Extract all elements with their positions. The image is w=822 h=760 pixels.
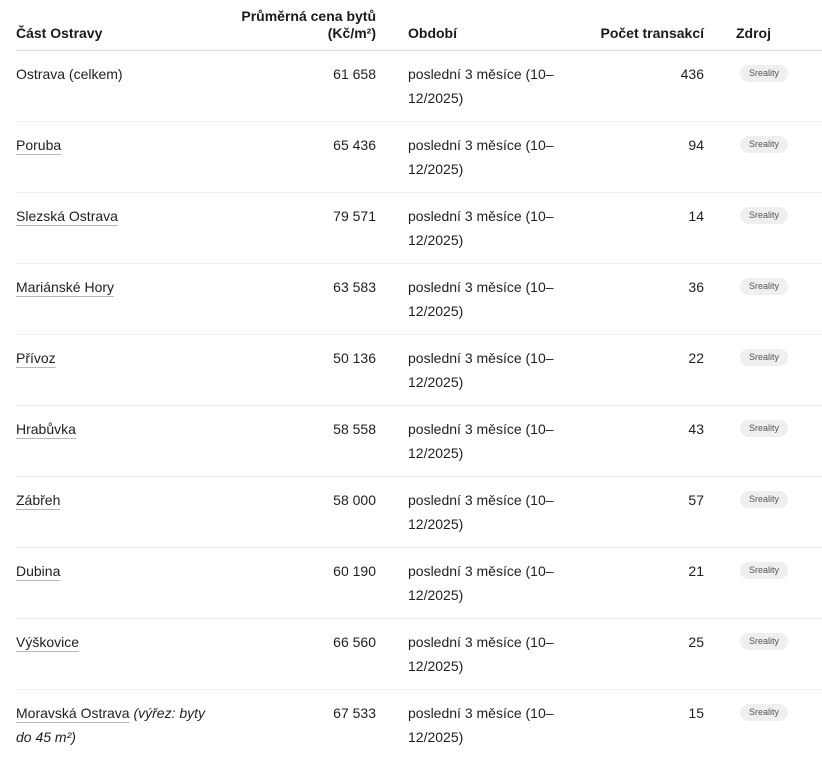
source-cell xyxy=(704,406,822,477)
ostrava-prices-table xyxy=(16,0,822,760)
count-cell: 14 xyxy=(568,193,704,264)
price-cell: 58 558 xyxy=(208,406,376,477)
period-cell: poslední 3 měsíce (10–12/2025) xyxy=(376,548,568,619)
header-district: Část Ostravy xyxy=(16,0,208,51)
source-cell xyxy=(704,548,822,619)
district-cell xyxy=(16,690,208,760)
source-cell xyxy=(704,477,822,548)
source-badge: Sreality xyxy=(740,207,788,224)
table-row xyxy=(16,51,822,122)
count-cell: 57 xyxy=(568,477,704,548)
period-cell: poslední 3 měsíce (10–12/2025) xyxy=(376,51,568,122)
count-cell: 436 xyxy=(568,51,704,122)
price-cell: 67 533 xyxy=(208,690,376,760)
source-badge: Sreality xyxy=(740,420,788,437)
price-cell: 58 000 xyxy=(208,477,376,548)
district-link[interactable]: Poruba xyxy=(16,137,61,153)
source-badge: Sreality xyxy=(740,704,788,721)
count-cell: 15 xyxy=(568,690,704,760)
price-cell: 66 560 xyxy=(208,619,376,690)
period-cell: poslední 3 měsíce (10–12/2025) xyxy=(376,406,568,477)
table-body xyxy=(16,51,822,760)
period-cell: poslední 3 měsíce (10–12/2025) xyxy=(376,690,568,760)
source-badge: Sreality xyxy=(740,349,788,366)
source-badge: Sreality xyxy=(740,278,788,295)
table-row xyxy=(16,548,822,619)
source-badge: Sreality xyxy=(740,491,788,508)
price-cell: 79 571 xyxy=(208,193,376,264)
table-row xyxy=(16,619,822,690)
period-cell: poslední 3 měsíce (10–12/2025) xyxy=(376,335,568,406)
count-cell: 36 xyxy=(568,264,704,335)
district-link[interactable]: Slezská Ostrava xyxy=(16,208,118,224)
district-cell xyxy=(16,193,208,264)
table-row xyxy=(16,335,822,406)
period-cell: poslední 3 měsíce (10–12/2025) xyxy=(376,264,568,335)
count-cell: 25 xyxy=(568,619,704,690)
district-note: (výřez: byty do 45 m²) xyxy=(16,705,205,745)
district-cell xyxy=(16,548,208,619)
price-cell: 63 583 xyxy=(208,264,376,335)
table-row xyxy=(16,406,822,477)
header-price-line2: (Kč/m²) xyxy=(328,25,376,41)
header-row xyxy=(16,0,822,51)
header-price-line1: Průměrná cena bytů xyxy=(241,8,376,24)
header-period: Období xyxy=(376,0,568,51)
source-cell xyxy=(704,619,822,690)
price-cell: 60 190 xyxy=(208,548,376,619)
count-cell: 94 xyxy=(568,122,704,193)
source-cell xyxy=(704,193,822,264)
source-cell xyxy=(704,690,822,760)
period-cell: poslední 3 měsíce (10–12/2025) xyxy=(376,477,568,548)
price-cell: 61 658 xyxy=(208,51,376,122)
district-link[interactable]: Zábřeh xyxy=(16,492,60,508)
table-row xyxy=(16,477,822,548)
source-cell xyxy=(704,264,822,335)
price-cell: 50 136 xyxy=(208,335,376,406)
district-link[interactable]: Moravská Ostrava xyxy=(16,705,130,721)
district-link[interactable]: Přívoz xyxy=(16,350,56,366)
source-cell xyxy=(704,122,822,193)
header-count: Počet transakcí xyxy=(568,0,704,51)
source-cell xyxy=(704,51,822,122)
district-cell xyxy=(16,406,208,477)
header-price xyxy=(208,0,376,51)
district-name: Ostrava (celkem) xyxy=(16,66,123,82)
period-cell: poslední 3 měsíce (10–12/2025) xyxy=(376,619,568,690)
period-cell: poslední 3 měsíce (10–12/2025) xyxy=(376,193,568,264)
price-cell: 65 436 xyxy=(208,122,376,193)
source-badge: Sreality xyxy=(740,562,788,579)
table-row xyxy=(16,690,822,760)
table-row xyxy=(16,264,822,335)
header-source: Zdroj xyxy=(704,0,822,51)
source-badge: Sreality xyxy=(740,136,788,153)
district-cell xyxy=(16,477,208,548)
district-link[interactable]: Dubina xyxy=(16,563,60,579)
source-badge: Sreality xyxy=(740,633,788,650)
period-cell: poslední 3 měsíce (10–12/2025) xyxy=(376,122,568,193)
district-cell xyxy=(16,335,208,406)
district-cell xyxy=(16,619,208,690)
district-link[interactable]: Hrabůvka xyxy=(16,421,76,437)
district-cell xyxy=(16,122,208,193)
district-link[interactable]: Mariánské Hory xyxy=(16,279,114,295)
count-cell: 21 xyxy=(568,548,704,619)
source-cell xyxy=(704,335,822,406)
district-link[interactable]: Výškovice xyxy=(16,634,79,650)
count-cell: 22 xyxy=(568,335,704,406)
table-row xyxy=(16,193,822,264)
source-badge: Sreality xyxy=(740,65,788,82)
count-cell: 43 xyxy=(568,406,704,477)
district-cell xyxy=(16,51,208,122)
table-header xyxy=(16,0,822,51)
district-cell xyxy=(16,264,208,335)
table-row xyxy=(16,122,822,193)
